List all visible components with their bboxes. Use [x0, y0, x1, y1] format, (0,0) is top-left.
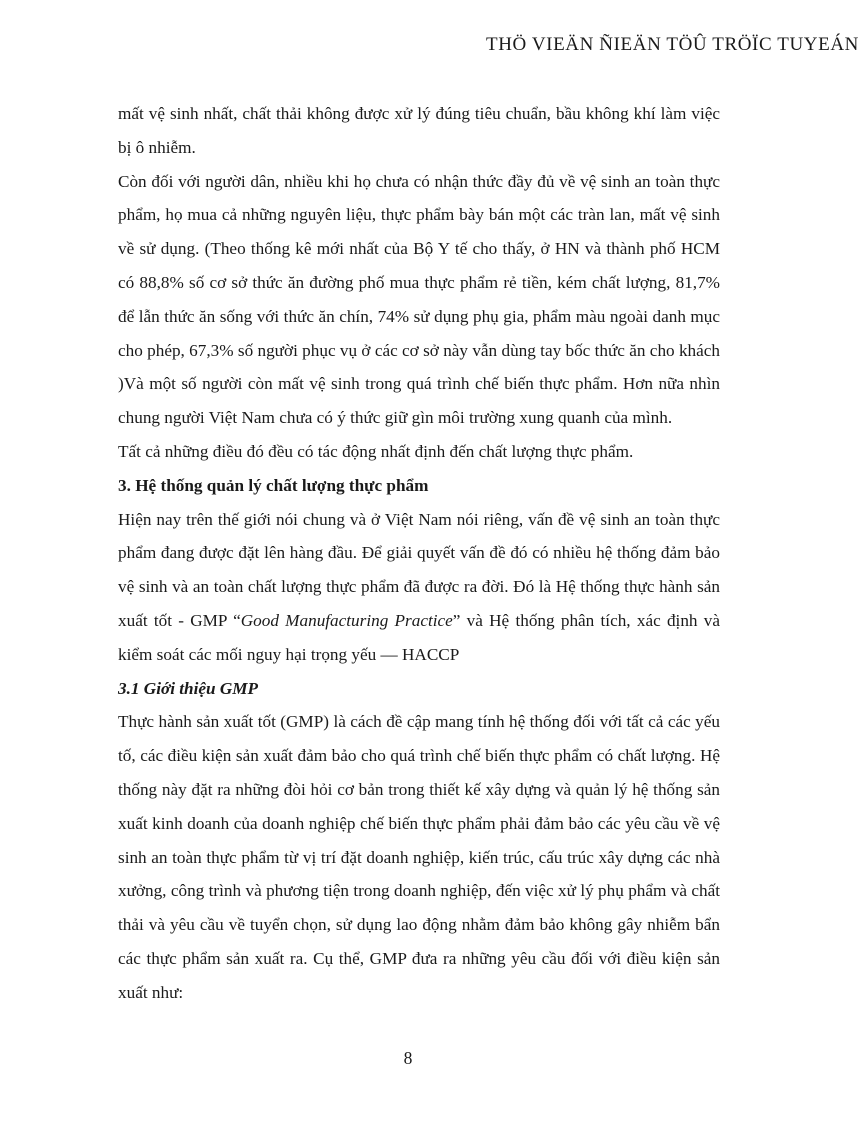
paragraph-quality-systems — [118, 503, 720, 672]
page-header: THÖ VIEÄN ÑIEÄN TÖÛ TRÖÏC TUYEÁN — [486, 34, 859, 55]
section-heading-quality-management: 3. Hệ thống quản lý chất lượng thực phẩm — [118, 475, 429, 495]
paragraph-consumer-awareness: Còn đối với người dân, nhiều khi họ chưa có nhận thức đầy đủ về vệ sinh an toàn thực phẩm, họ mua cả những nguyên liệu, thực phẩm bày bán một các tràn lan, mất vệ sinh về sử dụng. (Theo thống kê mới nhất của Bộ Y tế cho thấy, ở HN và thành phố HCM có 88,8% số cơ sở thức ăn đường phố mua thực phẩm rẻ tiền, kém chất lượng, 81,7% để lẫn thức ăn sống với thức ăn chín, 74% sử dụng phụ gia, phẩm màu ngoài danh mục cho phép, 67,3% số người phục vụ ở các cơ sở này vẫn dùng tay bốc thức ăn cho khách )Và một số người còn mất vệ sinh trong quá trình chế biến thực phẩm. Hơn nữa nhìn chung người Việt Nam chưa có ý thức giữ gìn môi trường xung quanh của mình. — [118, 171, 720, 428]
document-body — [118, 97, 720, 1010]
paragraph-impact-summary: Tất cả những điều đó đều có tác động nhất định đến chất lượng thực phẩm. — [118, 441, 634, 461]
page-number: 8 — [403, 1048, 413, 1068]
paragraph-quality-systems-tail: ” và Hệ thống phân tích, xác định và kiểm soát các mối nguy hại trọng yếu — HACCP — [118, 610, 720, 664]
subsection-heading-gmp: 3.1 Giới thiệu GMP — [118, 678, 259, 698]
paragraph-gmp-definition: Thực hành sản xuất tốt (GMP) là cách đề cập mang tính hệ thống đối với tất cả các yếu tố, các điều kiện sản xuất đảm bảo cho quá trình chế biến thực phẩm có chất lượng. Hệ thống này đặt ra những đòi hỏi cơ bản trong thiết kế xây dựng và quản lý hệ thống sản xuất kinh doanh của doanh nghiệp chế biến thực phẩm phải đảm bảo các yêu cầu về vệ sinh an toàn thực phẩm từ vị trí đặt doanh nghiệp, kiến trúc, cấu trúc xây dựng các nhà xưởng, công trình và phương tiện trong doanh nghiệp, đến việc xử lý phụ phẩm và chất thải và yêu cầu về tuyển chọn, sử dụng lao động nhằm đảm bảo không gây nhiễm bẩn các thực phẩm sản xuất ra. Cụ thể, GMP đưa ra những yêu cầu đối với điều kiện sản xuất như: — [118, 712, 720, 1002]
gmp-english-term: Good Manufacturing Practice — [240, 610, 453, 630]
paragraph-quality-systems-text: Hiện nay trên thế giới nói chung và ở Việt Nam nói riêng, vấn đề vệ sinh an toàn thực phẩm đang được đặt lên hàng đầu. Để giải quyết vấn đề đó có nhiều hệ thống đảm bảo vệ sinh và an toàn chất lượng thực phẩm đã được ra đời. Đó là Hệ thống thực hành sản xuất tốt - GMP “ — [118, 509, 720, 630]
paragraph-hygiene-conditions: mất vệ sinh nhất, chất thải không được xử lý đúng tiêu chuẩn, bầu không khí làm việc bị ô nhiễm. — [118, 104, 720, 157]
